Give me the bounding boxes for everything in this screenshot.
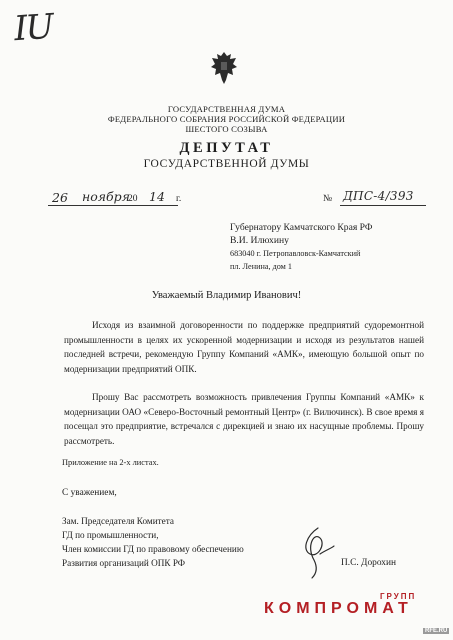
signer-title-line-4: Развития организаций ОПК РФ (62, 558, 186, 568)
closing-regards: С уважением, (62, 488, 117, 498)
addressee-name: В.И. Илюхину (230, 235, 289, 246)
addressee-street: пл. Ленина, дом 1 (230, 262, 292, 271)
greeting: Уважаемый Владимир Иванович! (151, 290, 302, 301)
watermark-logo: КОМПРОМАТ (264, 600, 413, 617)
date-year-handwritten: 14 (149, 189, 165, 204)
outgoing-number: ДПС-4/393 (343, 189, 414, 203)
date-underline (48, 205, 178, 206)
org-line-federal-assembly: ФЕДЕРАЛЬНОГО СОБРАНИЯ РОССИЙСКОЙ ФЕДЕРАЦИИ (107, 114, 346, 124)
addressee-city: 683040 г. Петропавловск-Камчатский (230, 249, 361, 258)
watermark-corner: RFE.RU (425, 628, 448, 634)
org-line-duma: ГОСУДАРСТВЕННАЯ ДУМА (167, 104, 286, 114)
double-headed-eagle-emblem-icon (209, 50, 239, 86)
signer-title-line-1: Зам. Председателя Комитета (62, 516, 174, 526)
date-day: 26 (52, 190, 68, 205)
letterhead-subtitle: ГОСУДАРСТВЕННОЙ ДУМЫ (143, 158, 310, 170)
letterhead-title: ДЕПУТАТ (179, 140, 274, 156)
signer-title-line-3: Член комиссии ГД по правовому обеспечению (62, 544, 244, 554)
handwritten-corner-mark: IU (12, 6, 54, 50)
watermark-small: ГРУПП (380, 592, 417, 601)
date-year-prefix: 20 (128, 194, 138, 204)
body-paragraph-2: Прошу Вас рассмотреть возможность привлечения Группы Компаний «АМК» к модернизации ОАО «Северо-Восточный ремонтный Центр» (г. Вилючинск). В свое время я посещал это предприятие, встречался с дирекцией и знаю их насущные проблемы. Прошу рассмотреть. (64, 392, 424, 446)
org-line-convocation: ШЕСТОГО СОЗЫВА (185, 124, 268, 134)
number-underline (340, 205, 426, 206)
attachment-note: Приложение на 2-х листах. (62, 458, 159, 467)
date-year-suffix: г. (176, 194, 182, 204)
signer-name: П.С. Дорохин (341, 558, 396, 568)
signer-title-line-2: ГД по промышленности, (62, 530, 159, 540)
date-month: ноября (82, 189, 130, 204)
outgoing-number-label: № (323, 194, 333, 204)
handwritten-signature-icon (296, 524, 336, 580)
body-paragraph-1: Исходя из взаимной договоренности по поддержке предприятий судоремонтной промышленности в целях их ускоренной модернизации и исходя из результатов нашей последней встречи, рекомендую Группу Компаний «АМК», имеющую большой опыт по модернизации предприятий ОПК. (64, 320, 424, 374)
addressee-position: Губернатору Камчатского Края РФ (230, 222, 373, 233)
